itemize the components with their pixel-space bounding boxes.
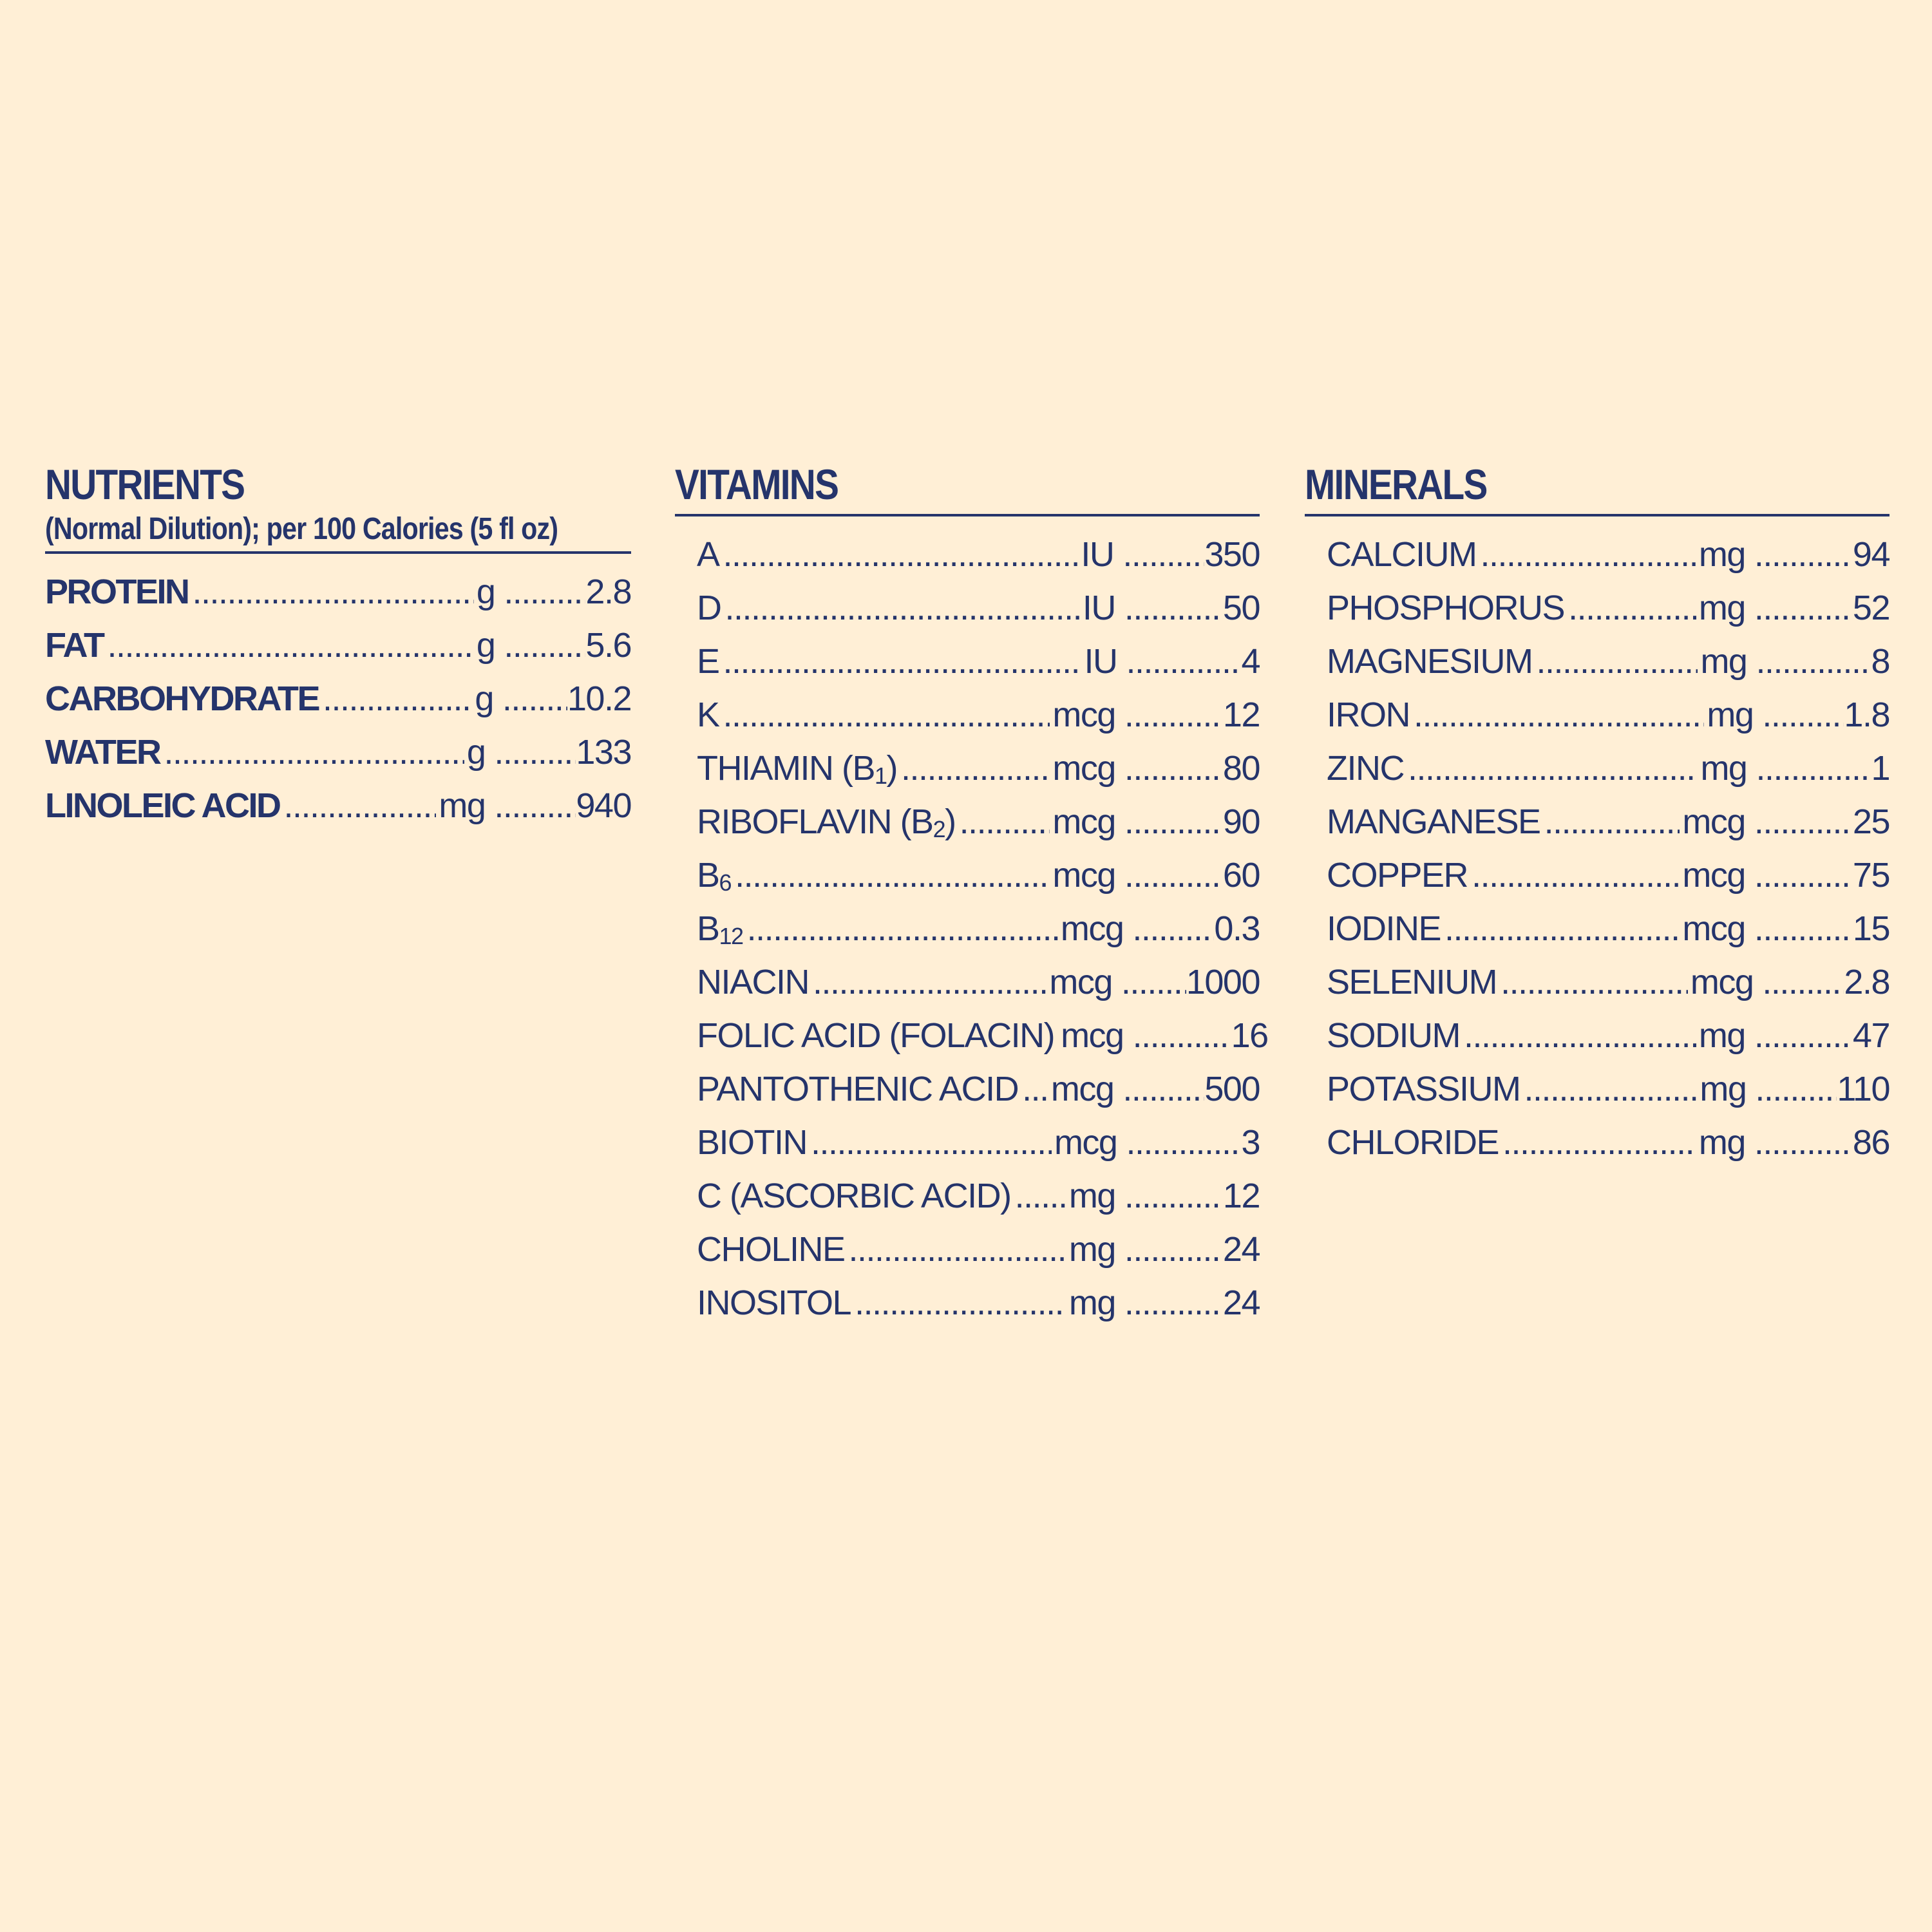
nutrient-unit: mg (439, 786, 486, 825)
dot-leader (1121, 956, 1186, 1009)
nutrient-value: 500 (1204, 1070, 1260, 1108)
dot-leader (1501, 956, 1688, 1009)
nutrient-unit: IU (1082, 589, 1115, 627)
nutrient-row (1327, 956, 1889, 1009)
minerals-title: MINERALS (1305, 460, 1487, 508)
nutrient-value: 75 (1852, 856, 1889, 895)
nutrient-value: 16 (1231, 1016, 1268, 1055)
nutrient-name (1327, 902, 1441, 956)
nutrient-name-text: INOSITOL (697, 1283, 851, 1322)
nutrient-name (697, 956, 809, 1009)
nutrient-name (1327, 635, 1533, 688)
nutrient-name-text: NIACIN (697, 963, 810, 1001)
nutrient-value: 86 (1852, 1123, 1889, 1162)
nutrient-name (45, 672, 319, 726)
nutrient-row (1327, 635, 1889, 688)
nutrient-unit: mcg (1682, 909, 1745, 948)
dot-leader (504, 565, 585, 619)
nutrient-row (1327, 1009, 1889, 1063)
nutrient-subscript: 2 (933, 816, 945, 842)
nutrient-row (1327, 742, 1889, 795)
nutrient-row (697, 688, 1260, 742)
dot-leader (1755, 1063, 1837, 1116)
nutrient-unit: mcg (1682, 856, 1745, 895)
dot-leader (1124, 582, 1223, 635)
nutrient-unit: mcg (1682, 802, 1745, 841)
nutrient-name-text: MAGNESIUM (1327, 642, 1533, 681)
minerals-list (1305, 528, 1889, 1170)
nutrient-row (697, 1223, 1260, 1276)
nutrient-value: 1.8 (1844, 696, 1889, 734)
nutrient-row (697, 1063, 1260, 1116)
dot-leader (283, 779, 436, 833)
nutrient-name (697, 795, 956, 856)
dot-leader (1754, 902, 1853, 956)
nutrient-name (1327, 528, 1477, 582)
nutrient-name (1327, 956, 1497, 1009)
nutrient-name-text: PROTEIN (45, 573, 189, 611)
nutrient-value: 8 (1871, 642, 1889, 681)
nutrient-name-text: SELENIUM (1327, 963, 1497, 1001)
nutrient-row (45, 672, 631, 726)
nutrient-value: 60 (1222, 856, 1260, 895)
nutrient-value: 110 (1837, 1070, 1889, 1108)
nutrient-name-text: SODIUM (1327, 1016, 1460, 1055)
nutrient-name-text: B (697, 909, 719, 948)
nutrient-name (45, 779, 279, 833)
dot-leader (1124, 742, 1223, 795)
nutrient-value: 52 (1852, 589, 1889, 627)
nutrient-name-text: CHLORIDE (1327, 1123, 1499, 1162)
minerals-divider (1305, 514, 1889, 516)
nutrient-name (1327, 1063, 1520, 1116)
nutrient-name (697, 849, 731, 909)
nutrients-list (45, 565, 631, 833)
nutrient-name-text: PHOSPHORUS (1327, 589, 1565, 627)
nutrient-unit: g (466, 733, 486, 772)
nutrient-value: 2.8 (1844, 963, 1889, 1001)
nutrient-value: 47 (1852, 1016, 1889, 1055)
nutrient-name-text: LINOLEIC ACID (45, 786, 280, 825)
dot-leader (1756, 742, 1871, 795)
nutrient-unit: IU (1084, 642, 1117, 681)
nutrient-subscript: 1 (875, 762, 887, 789)
dot-leader (735, 849, 1050, 902)
nutrient-row (697, 849, 1260, 902)
nutrient-unit: mg (1698, 535, 1745, 574)
nutrient-unit: mcg (1050, 1070, 1114, 1108)
nutrient-name-text: BIOTIN (697, 1123, 808, 1162)
nutrient-name (697, 1063, 1018, 1116)
nutrient-name-text: K (697, 696, 719, 734)
dot-leader (1762, 688, 1844, 742)
nutrient-name (697, 635, 719, 688)
nutrient-unit: mcg (1052, 696, 1115, 734)
nutrient-name-text: FAT (45, 626, 104, 665)
nutrient-name-text: A (697, 535, 719, 574)
nutrient-row (697, 528, 1260, 582)
nutrients-divider (45, 551, 631, 554)
dot-leader (1502, 1116, 1696, 1170)
nutrient-name (1327, 795, 1540, 849)
nutrient-value: 940 (576, 786, 631, 825)
nutrient-unit: mcg (1061, 1016, 1124, 1055)
nutrient-unit: mcg (1690, 963, 1754, 1001)
nutrient-name (697, 1009, 1054, 1063)
dot-leader (1537, 635, 1698, 688)
nutrient-name (697, 528, 719, 582)
dot-leader (1124, 1223, 1223, 1276)
dot-leader (1126, 1116, 1241, 1170)
dot-leader (960, 795, 1050, 849)
dot-leader (107, 619, 473, 672)
nutrient-name-text: E (697, 642, 719, 681)
nutrient-row (1327, 1063, 1889, 1116)
nutrient-row (1327, 582, 1889, 635)
dot-leader (1756, 635, 1871, 688)
nutrient-value: 1000 (1186, 963, 1260, 1001)
nutrient-name-text: C (ASCORBIC ACID) (697, 1177, 1011, 1215)
nutrient-row (697, 902, 1260, 956)
nutrients-subtitle: (Normal Dilution); per 100 Calories (5 fl oz) (45, 512, 558, 546)
dot-leader (723, 635, 1082, 688)
nutrient-value: 133 (576, 733, 631, 772)
nutrient-value: 90 (1222, 802, 1260, 841)
nutrient-unit: g (476, 573, 495, 611)
nutrient-unit: mg (1700, 642, 1747, 681)
nutrient-row (45, 565, 631, 619)
dot-leader (1481, 528, 1696, 582)
nutrient-name (45, 565, 189, 619)
nutrient-row (697, 582, 1260, 635)
nutrient-value: 24 (1222, 1283, 1260, 1322)
nutrient-value: 12 (1222, 1177, 1260, 1215)
dot-leader (1132, 902, 1214, 956)
nutrients-column (45, 459, 631, 833)
dot-leader (1408, 742, 1698, 795)
dot-leader (494, 779, 576, 833)
nutrient-row (697, 1276, 1260, 1330)
nutrient-row (697, 1170, 1260, 1223)
vitamins-divider (675, 514, 1260, 516)
nutrient-row (697, 1116, 1260, 1170)
nutrient-value: 2.8 (585, 573, 631, 611)
nutrient-value: 25 (1852, 802, 1889, 841)
dot-leader (1754, 582, 1853, 635)
dot-leader (1754, 1116, 1853, 1170)
dot-leader (1754, 528, 1853, 582)
dot-leader (1122, 1063, 1204, 1116)
nutrient-name-text: IODINE (1327, 909, 1441, 948)
nutrient-value: 1 (1871, 749, 1889, 788)
nutrient-name (1327, 1116, 1499, 1170)
dot-leader (323, 672, 472, 726)
nutrient-value: 15 (1852, 909, 1889, 948)
dot-leader (1122, 528, 1204, 582)
nutrient-name-text: COPPER (1327, 856, 1468, 895)
nutrient-name (697, 688, 719, 742)
dot-leader (1124, 1170, 1223, 1223)
dot-leader (494, 726, 576, 779)
nutrient-value: 0.3 (1214, 909, 1260, 948)
nutrient-row (1327, 849, 1889, 902)
dot-leader (849, 1223, 1066, 1276)
nutrient-name (1327, 849, 1468, 902)
nutrient-row (1327, 528, 1889, 582)
nutrient-row (45, 726, 631, 779)
nutrient-name-text: CHOLINE (697, 1230, 845, 1269)
dot-leader (1015, 1170, 1066, 1223)
vitamins-list (675, 528, 1268, 1330)
nutrient-value: 4 (1241, 642, 1260, 681)
dot-leader (1754, 1009, 1853, 1063)
dot-leader (725, 582, 1080, 635)
vitamins-column (675, 459, 1268, 1330)
dot-leader (1544, 795, 1680, 849)
nutrient-unit: mg (1068, 1230, 1115, 1269)
nutrient-unit: mg (1700, 749, 1747, 788)
nutrient-name-text: D (697, 589, 721, 627)
nutrient-name (697, 1170, 1011, 1223)
dot-leader (1126, 635, 1241, 688)
nutrient-name-suffix: ) (886, 749, 898, 788)
nutrient-name (1327, 1009, 1460, 1063)
nutrient-row (697, 956, 1260, 1009)
nutrient-name (1327, 742, 1404, 795)
dot-leader (1124, 795, 1223, 849)
nutrient-row (1327, 795, 1889, 849)
nutrient-name-text: CALCIUM (1327, 535, 1477, 574)
nutrient-unit: mg (1068, 1283, 1115, 1322)
dot-leader (811, 1116, 1052, 1170)
nutrient-value: 10.2 (567, 679, 631, 718)
nutrient-name (697, 1223, 845, 1276)
nutrient-name-text: POTASSIUM (1327, 1070, 1520, 1108)
nutrient-unit: mcg (1052, 856, 1115, 895)
nutrient-name-text: ZINC (1327, 749, 1404, 788)
nutrient-row (697, 1009, 1268, 1063)
nutrient-value: 94 (1852, 535, 1889, 574)
nutrient-name-text: PANTOTHENIC ACID (697, 1070, 1019, 1108)
dot-leader (1124, 1276, 1223, 1330)
dot-leader (504, 619, 585, 672)
dot-leader (747, 902, 1058, 956)
dot-leader (1524, 1063, 1698, 1116)
nutrient-unit: mg (1068, 1177, 1115, 1215)
nutrient-unit: g (475, 679, 493, 718)
nutrient-unit: mcg (1052, 802, 1115, 841)
nutrients-title: NUTRIENTS (45, 460, 245, 508)
nutrient-subscript: 12 (719, 923, 743, 949)
nutrient-unit: mg (1698, 589, 1745, 627)
nutrient-name-text: B (697, 856, 719, 895)
nutrient-unit: mg (1698, 1123, 1745, 1162)
nutrient-name (1327, 582, 1564, 635)
nutrient-name (697, 902, 743, 963)
nutrient-name (697, 1116, 807, 1170)
nutrient-unit: mcg (1060, 909, 1124, 948)
nutrient-row (45, 779, 631, 833)
nutrient-unit: mg (1707, 696, 1754, 734)
nutrient-unit: mg (1700, 1070, 1747, 1108)
nutrient-unit: mcg (1052, 749, 1115, 788)
nutrient-name-text: CARBOHYDRATE (45, 679, 319, 718)
nutrient-name (45, 619, 103, 672)
nutrient-row (1327, 1116, 1889, 1170)
nutrient-name-text: RIBOFLAVIN (B (697, 802, 933, 841)
nutrient-name-text: IRON (1327, 696, 1410, 734)
dot-leader (723, 528, 1079, 582)
nutrient-name-text: THIAMIN (B (697, 749, 875, 788)
dot-leader (1414, 688, 1704, 742)
nutrient-value: 80 (1222, 749, 1260, 788)
nutrient-unit: mg (1698, 1016, 1745, 1055)
dot-leader (1022, 1063, 1048, 1116)
dot-leader (1754, 795, 1853, 849)
nutrient-row (697, 635, 1260, 688)
nutrient-name (697, 742, 897, 802)
dot-leader (1133, 1009, 1231, 1063)
nutrient-row (697, 795, 1260, 849)
nutrient-subscript: 6 (719, 869, 732, 896)
nutrient-unit: IU (1081, 535, 1114, 574)
nutrient-unit: mcg (1049, 963, 1112, 1001)
nutrient-name (697, 582, 721, 635)
nutrient-value: 350 (1204, 535, 1260, 574)
nutrient-name-text: MANGANESE (1327, 802, 1540, 841)
dot-leader (502, 672, 567, 726)
nutrient-value: 50 (1222, 589, 1260, 627)
nutrient-unit: g (476, 626, 495, 665)
nutrient-unit: mcg (1054, 1123, 1117, 1162)
dot-leader (1762, 956, 1844, 1009)
nutrient-row (697, 742, 1260, 795)
dot-leader (901, 742, 1050, 795)
dot-leader (1472, 849, 1680, 902)
nutrient-name (697, 1276, 851, 1330)
nutrient-name (1327, 688, 1410, 742)
nutrient-name-suffix: ) (945, 802, 956, 841)
dot-leader (164, 726, 464, 779)
nutrient-row (45, 619, 631, 672)
minerals-column (1305, 459, 1889, 1170)
dot-leader (855, 1276, 1066, 1330)
nutrient-value: 5.6 (585, 626, 631, 665)
nutrient-value: 12 (1222, 696, 1260, 734)
nutrient-value: 24 (1222, 1230, 1260, 1269)
nutrient-name (45, 726, 160, 779)
nutrient-value: 3 (1241, 1123, 1260, 1162)
nutrient-name-text: FOLIC ACID (FOLACIN) (697, 1016, 1055, 1055)
dot-leader (1444, 902, 1680, 956)
dot-leader (1124, 688, 1223, 742)
dot-leader (813, 956, 1046, 1009)
dot-leader (1124, 849, 1223, 902)
dot-leader (1464, 1009, 1696, 1063)
dot-leader (723, 688, 1050, 742)
dot-leader (1568, 582, 1696, 635)
nutrient-name-text: WATER (45, 733, 160, 772)
dot-leader (193, 565, 474, 619)
vitamins-title: VITAMINS (675, 460, 838, 508)
dot-leader (1754, 849, 1853, 902)
nutrient-row (1327, 688, 1889, 742)
nutrient-row (1327, 902, 1889, 956)
